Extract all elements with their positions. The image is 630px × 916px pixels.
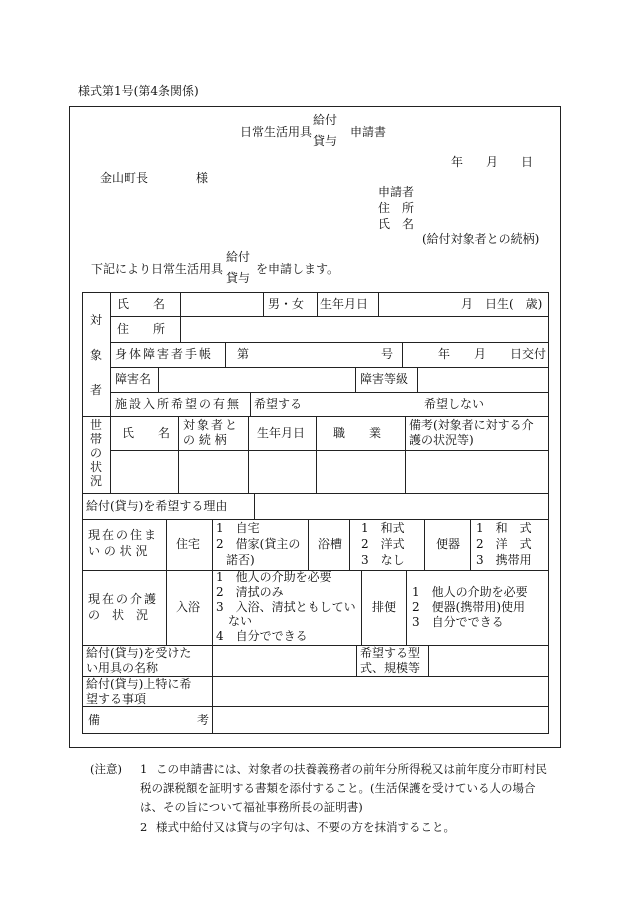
care-label-2: の 状 況 [88,608,149,622]
care-excretion-opt-2: 2 便器(携帯用)使用 [412,600,525,614]
care-label-1: 現在の介護 [88,592,159,606]
remarks-label-1: 備 [88,713,101,727]
note-2-number: 2 [140,820,148,834]
subject-handbook-no-prefix: 第 [237,347,250,361]
equipment-type-label-1: 希望する型 [360,646,421,660]
household-col-notes-2: 護の状況等) [409,433,474,447]
title-option-taiyo: 貸与 [313,134,338,148]
subject-handbook-date: 年 月 日交付 [438,347,547,361]
notes-heading: (注意) [90,762,122,776]
note-2-text: 様式中給付又は貸与の字句は、不要の方を抹消すること。 [156,820,455,834]
living-toilet-opt-3: 3 携帯用 [476,553,532,567]
reason-label: 給付(貸与)を希望する理由 [86,499,228,513]
care-bath-opt-4: ない [216,614,253,628]
living-bath-opt-1: 1 和式 [361,521,405,535]
living-housing-opt-1: 1 自宅 [216,521,260,535]
living-toilet-opt-2: 2 洋 式 [476,537,532,551]
intro-prefix: 下記により日常生活用具 [91,262,224,276]
equipment-name-label-1: 給付(貸与)を受けた [86,646,192,660]
intro-option-kyufu: 給付 [226,250,251,264]
household-section-label-4: 状 [90,460,103,474]
subject-disability-label: 障害名 [115,372,152,386]
remarks-label-2: 考 [197,713,210,727]
special-label-1: 給付(貸与)上特に希 [86,677,192,691]
subject-facility-no: 希望しない [424,397,485,411]
household-col-dob: 生年月日 [257,426,306,440]
equipment-name-label-2: い用具の名称 [86,661,159,675]
household-section-label-3: の [90,446,103,460]
care-excretion-opt-3: 3 自分でできる [412,615,504,629]
care-bath-opt-5: 4 自分でできる [216,629,308,643]
living-toilet-label: 便器 [436,537,461,551]
household-section-label-5: 況 [90,474,103,488]
subject-section-label-3: 者 [90,383,103,397]
applicant-label: 申請者 [378,185,415,199]
note-1-line-1: この申請書には、対象者の扶養義務者の前年分所得税又は前年度分市町村民 [156,762,547,776]
household-col-notes-1: 備考(対象者に対する介 [409,418,534,432]
title-suffix: 申請書 [350,125,387,139]
note-1-line-3: は、その旨について福祉事務所長の証明書) [140,800,363,814]
household-section-label-2: 帯 [90,432,103,446]
applicant-relation-label: (給付対象者との続柄) [422,232,540,246]
subject-section-label-2: 象 [90,348,103,362]
note-1-line-2: 税の課税額を証明する書類を添付すること。(生活保護を受けている人の場合 [140,781,536,795]
care-bath-opt-3: 3 入浴、清拭ともしてい [216,600,356,614]
special-label-2: 望する事項 [86,692,147,706]
care-bath-opt-2: 2 清拭のみ [216,585,284,599]
subject-handbook-no-suffix: 号 [381,347,394,361]
subject-address-label: 住 所 [117,322,166,336]
form-label: 様式第1号(第4条関係) [78,84,199,98]
addressee-honorific: 様 [196,171,209,185]
household-col-name: 氏 名 [122,426,171,440]
addressee-name: 金山町長 [100,171,149,185]
care-excretion-opt-1: 1 他人の介助を必要 [412,585,528,599]
living-bath-opt-3: 3 なし [361,553,405,567]
subject-facility-label: 施設入所希望の有無 [115,397,242,411]
care-excretion-label: 排便 [372,600,397,614]
care-bath-opt-1: 1 他人の介助を必要 [216,570,332,584]
subject-section-label-1: 対 [90,313,103,327]
household-col-relation-1: 対象者と [183,418,240,432]
living-label-2: い の 状 況 [88,544,148,558]
subject-sex: 男・女 [268,297,305,311]
living-housing-opt-2: 2 借家(貸主の [216,537,301,551]
household-section-label-1: 世 [90,418,103,432]
living-toilet-opt-1: 1 和 式 [476,521,532,535]
care-bath-label: 入浴 [176,600,201,614]
subject-dob-suffix: 月 日生( 歳) [461,297,543,311]
household-col-job: 職 業 [333,426,382,440]
living-label-1: 現在の住ま [88,528,159,542]
subject-facility-yes: 希望する [254,397,303,411]
subject-handbook-label: 身体障害者手帳 [115,347,214,361]
subject-name-label: 氏 名 [117,297,166,311]
living-housing-opt-3: 諾否) [226,553,255,567]
applicant-name-label: 氏 名 [378,217,415,231]
household-col-relation-2: の 続 柄 [183,433,227,447]
date-year: 年 [451,155,464,169]
intro-suffix: を申請します。 [256,262,340,276]
intro-option-taiyo: 貸与 [226,271,251,285]
note-1-number: 1 [140,762,148,776]
title-option-kyufu: 給付 [313,113,338,127]
living-bath-label: 浴槽 [318,537,343,551]
equipment-type-label-2: 式、規模等 [360,661,421,675]
title-prefix: 日常生活用具 [240,125,313,139]
date-month: 月 [486,155,499,169]
subject-dob-label: 生年月日 [320,297,369,311]
living-housing-label: 住宅 [176,537,201,551]
date-day: 日 [521,155,534,169]
subject-grade-label: 障害等級 [360,372,409,386]
living-bath-opt-2: 2 洋式 [361,537,405,551]
applicant-address-label: 住 所 [378,201,415,215]
